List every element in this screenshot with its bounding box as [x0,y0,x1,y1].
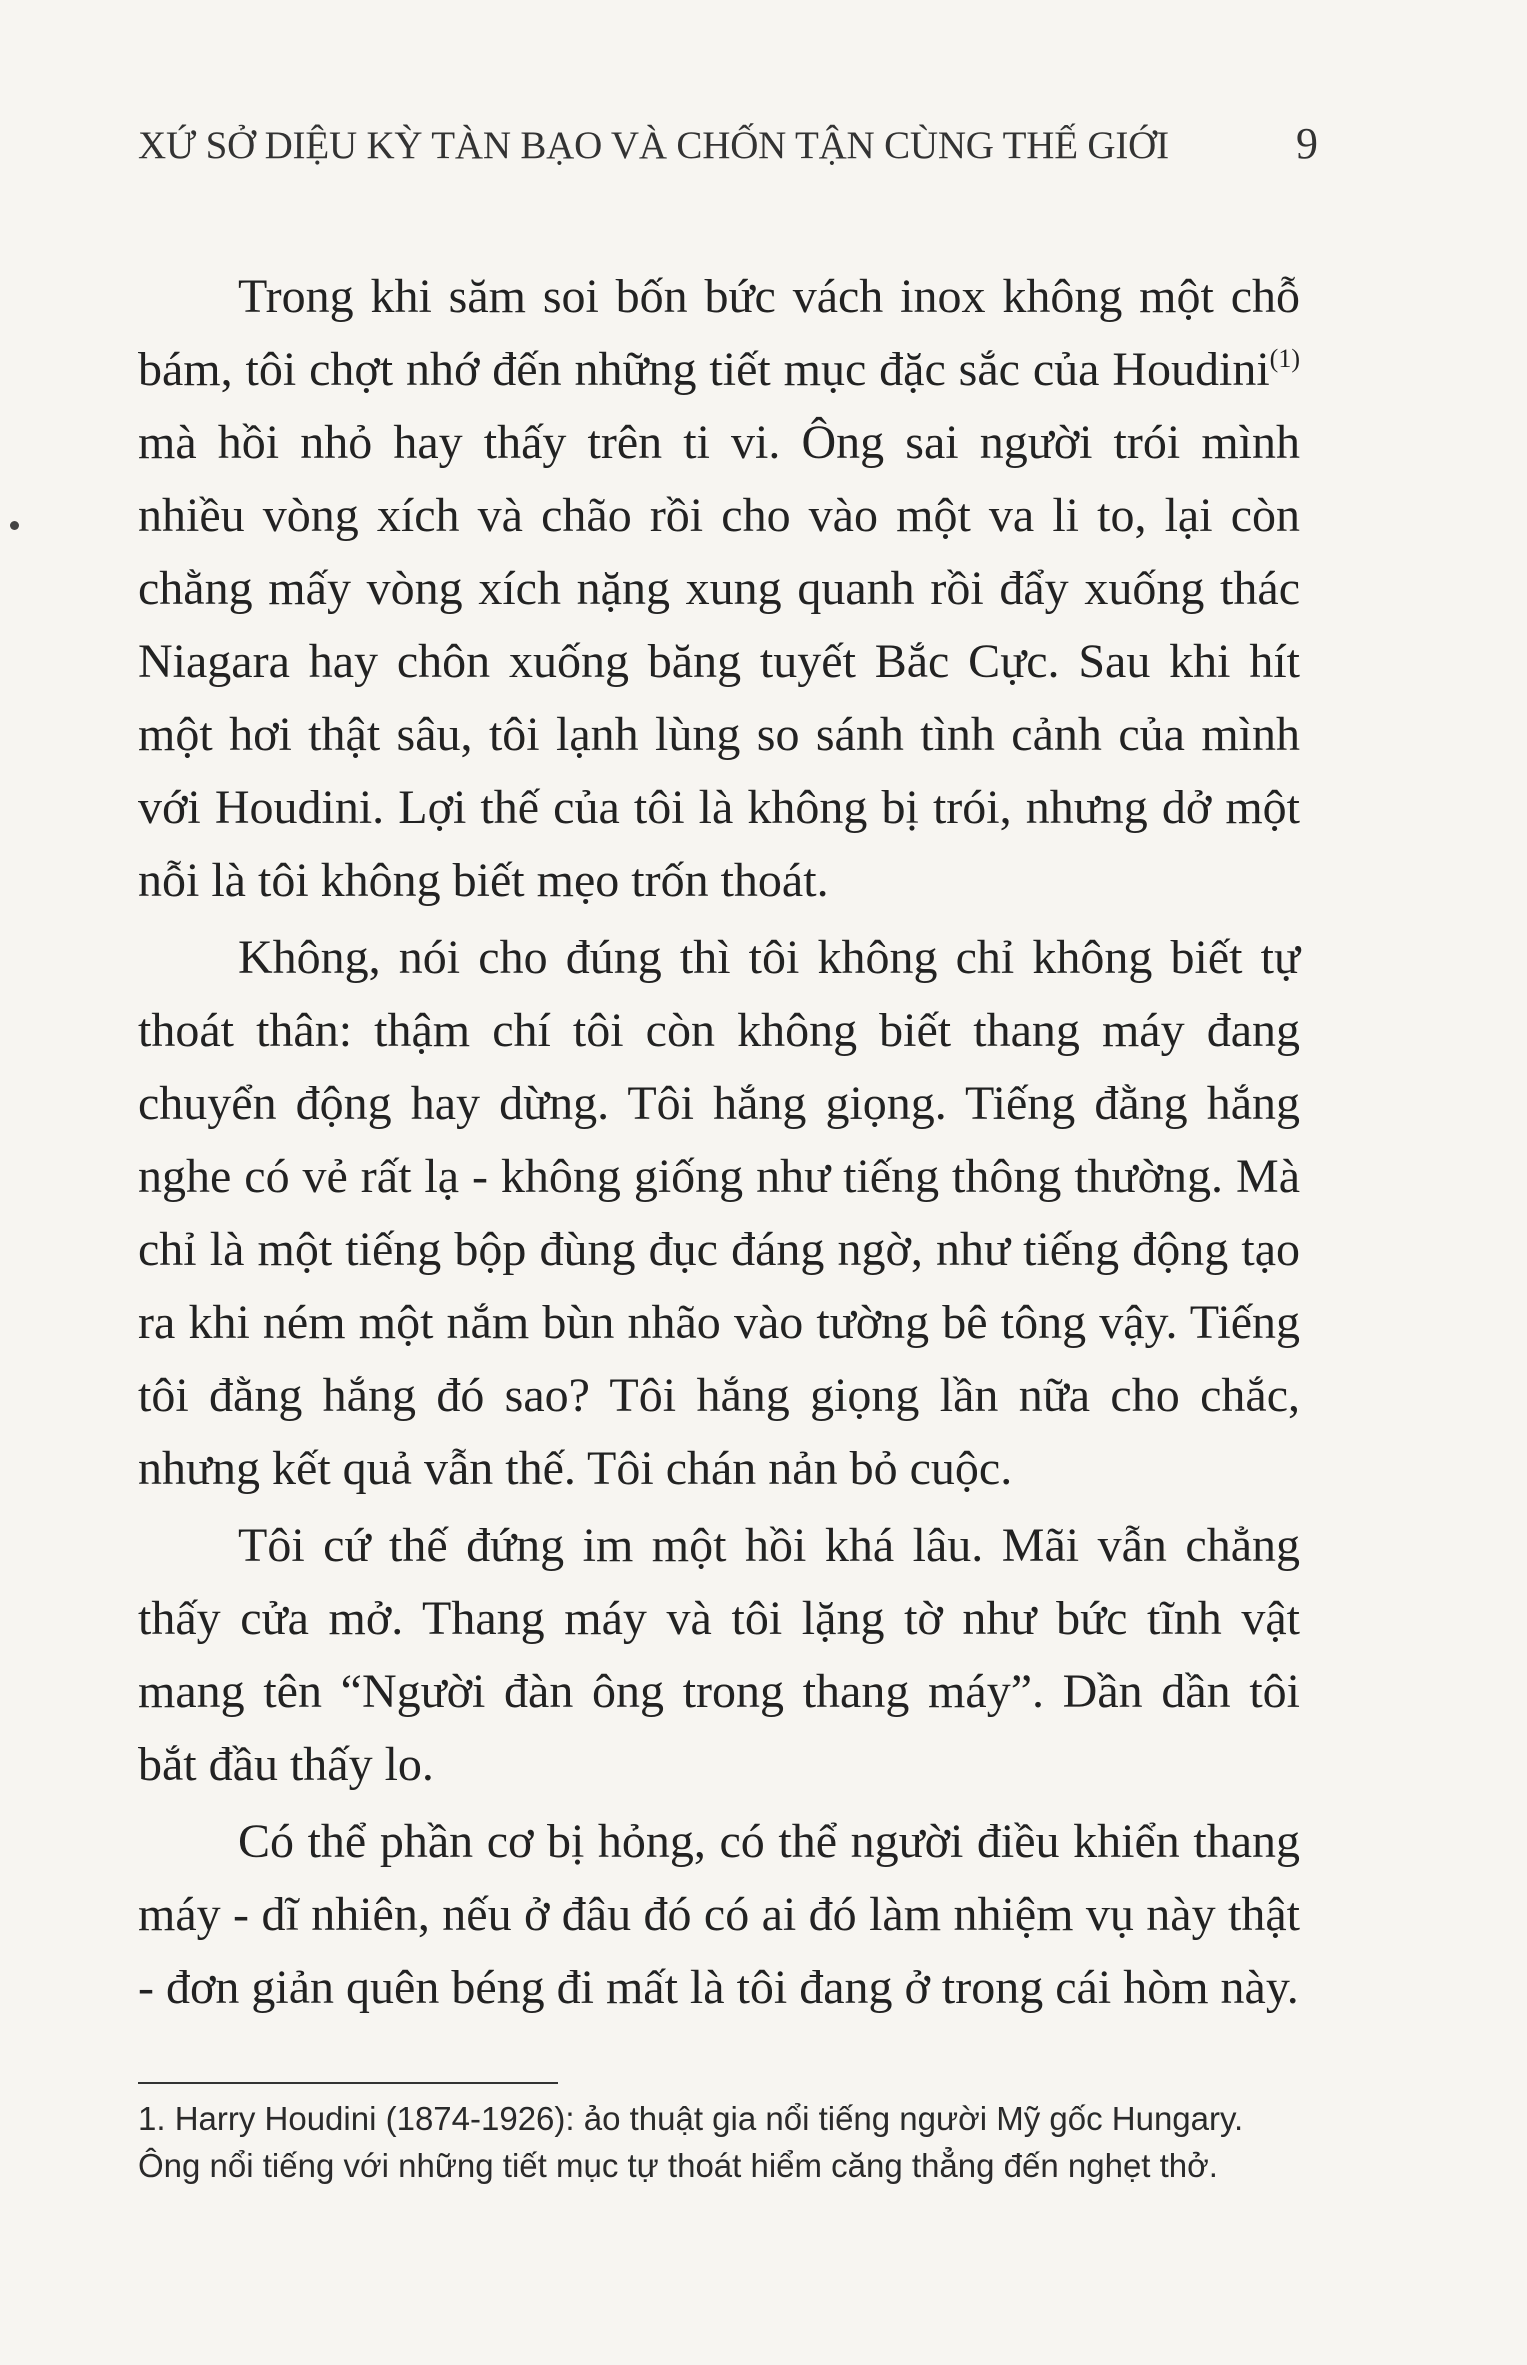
footnote: 1. Harry Houdini (1874-1926): ảo thuật gia nổi tiếng người Mỹ gốc Hungary. Ông nổi tiếng với những tiết mục tự thoát hiểm căng thẳng đến nghẹt thở. [138,2100,1244,2184]
footnote-divider [138,2082,558,2084]
paragraph-3: Tôi cứ thế đứng im một hồi khá lâu. Mãi vẫn chẳng thấy cửa mở. Thang máy và tôi lặng tờ như bức tĩnh vật mang tên “Người đàn ông trong thang máy”. Dần dần tôi bắt đầu thấy lo. [138,1519,1300,1791]
running-header [138,118,1318,178]
paragraph-2: Không, nói cho đúng thì tôi không chỉ không biết tự thoát thân: thậm chí tôi còn không biết thang máy đang chuyển động hay dừng. Tôi hắng giọng. Tiếng đằng hắng nghe có vẻ rất lạ - không giống như tiếng thông thường. Mà chỉ là một tiếng bộp đùng đục đáng ngờ, như tiếng động tạo ra khi ném một nắm bùn nhão vào tường bê tông vậy. Tiếng tôi đằng hắng đó sao? Tôi hắng giọng lần nữa cho chắc, nhưng kết quả vẫn thế. Tôi chán nản bỏ cuộc. [138,931,1300,1495]
running-title: XỨ SỞ DIỆU KỲ TÀN BẠO VÀ CHỐN TẬN CÙNG THẾ GIỚI [138,124,1169,167]
page-number: 9 [1296,119,1318,168]
paragraph-1-start: Trong khi săm soi bốn bức vách inox không một chỗ bám, tôi chợt nhớ đến những tiết mục đặc sắc của Houdini [138,270,1300,396]
footnote-reference: (1) [1269,344,1300,373]
body-text [138,260,1300,2028]
paragraph-1 [138,260,1300,917]
margin-dot [10,521,19,530]
paragraph-4: Có thể phần cơ bị hỏng, có thể người điều khiển thang máy - dĩ nhiên, nếu ở đâu đó có ai đó làm nhiệm vụ này thật - đơn giản quên béng đi mất là tôi đang ở trong cái hòm này. [138,1815,1300,2014]
paragraph-1-end: mà hồi nhỏ hay thấy trên ti vi. Ông sai người trói mình nhiều vòng xích và chão rồi cho vào một va li to, lại còn chằng mấy vòng xích nặng xung quanh rồi đẩy xuống thác Niagara hay chôn xuống băng tuyết Bắc Cực. Sau khi hít một hơi thật sâu, tôi lạnh lùng so sánh tình cảnh của mình với Houdini. Lợi thế của tôi là không bị trói, nhưng dở một nỗi là tôi không biết mẹo trốn thoát. [138,416,1300,907]
